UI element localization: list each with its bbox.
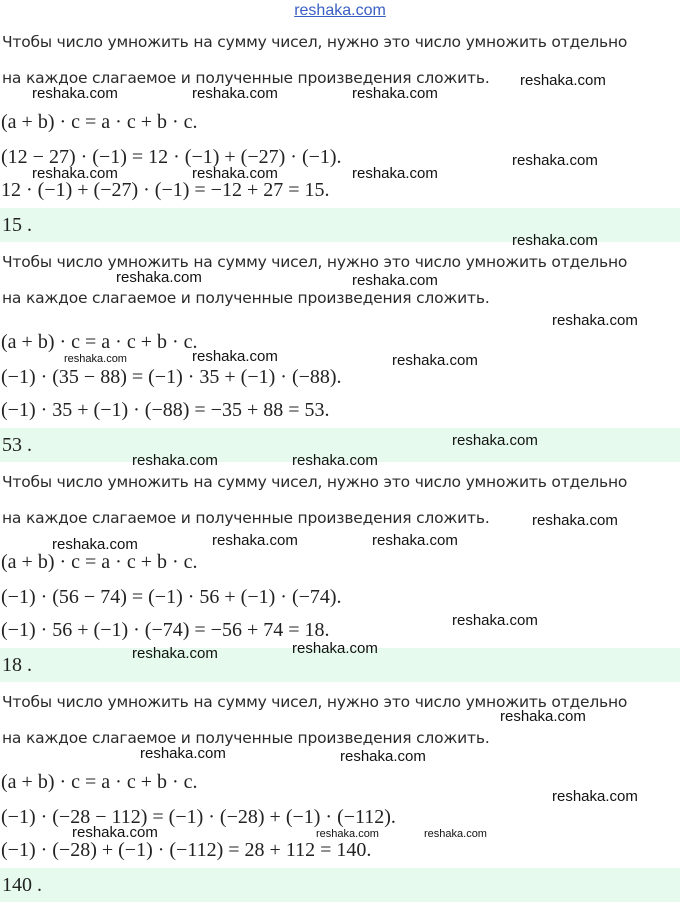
watermark: reshaka.com: [64, 353, 127, 365]
solution-step-2: (−1) · (−28) + (−1) · (−112) = 28 + 112 = 140.: [1, 839, 372, 861]
watermark: reshaka.com: [512, 152, 598, 169]
watermark: reshaka.com: [192, 85, 278, 102]
watermark: reshaka.com: [132, 645, 218, 662]
watermark: reshaka.com: [512, 232, 598, 249]
solution-step-1: (12 − 27) · (−1) = 12 · (−1) + (−27) · (−1).: [1, 146, 342, 168]
answer-bar: [0, 868, 680, 902]
answer-value: 15 .: [2, 214, 32, 236]
solution-step-1: (−1) · (56 − 74) = (−1) · 56 + (−1) · (−74).: [1, 586, 342, 608]
watermark: reshaka.com: [32, 85, 118, 102]
solution-block-1: [0, 30, 680, 250]
watermark: reshaka.com: [500, 708, 586, 725]
rule-line-1: Чтобы число умножить на сумму чисел, нужно это число умножить отдельно: [2, 253, 628, 271]
watermark: reshaka.com: [452, 432, 538, 449]
watermark: reshaka.com: [532, 512, 618, 529]
watermark: reshaka.com: [192, 348, 278, 365]
watermark: reshaka.com: [212, 532, 298, 549]
watermark: reshaka.com: [520, 72, 606, 89]
watermark: reshaka.com: [452, 612, 538, 629]
rule-line-1: Чтобы число умножить на сумму чисел, нужно это число умножить отдельно: [2, 473, 628, 491]
watermark: reshaka.com: [372, 532, 458, 549]
watermark: reshaka.com: [352, 85, 438, 102]
watermark: reshaka.com: [192, 165, 278, 182]
watermark: reshaka.com: [292, 452, 378, 469]
rule-line-2: на каждое слагаемое и полученные произведения сложить.: [2, 289, 490, 307]
watermark: reshaka.com: [352, 165, 438, 182]
solution-step-1: (−1) · (−28 − 112) = (−1) · (−28) + (−1) · (−112).: [1, 806, 396, 828]
rule-line-1: Чтобы число умножить на сумму чисел, нужно это число умножить отдельно: [2, 33, 628, 51]
distributive-formula: (a + b) · c = a · c + b · c.: [1, 771, 198, 793]
distributive-formula: (a + b) · c = a · c + b · c.: [1, 551, 198, 573]
solution-step-2: 12 · (−1) + (−27) · (−1) = −12 + 27 = 15.: [1, 179, 330, 201]
watermark: reshaka.com: [72, 824, 158, 841]
site-link[interactable]: reshaka.com: [294, 2, 386, 19]
solution-step-2: (−1) · 35 + (−1) · (−88) = −35 + 88 = 53.: [1, 399, 330, 421]
rule-line-1: Чтобы число умножить на сумму чисел, нужно это число умножить отдельно: [2, 693, 628, 711]
watermark: reshaka.com: [424, 828, 487, 840]
watermark: reshaka.com: [116, 269, 202, 286]
watermark: reshaka.com: [52, 536, 138, 553]
rule-line-2: на каждое слагаемое и полученные произведения сложить.: [2, 509, 490, 527]
answer-value: 53 .: [2, 434, 32, 456]
watermark: reshaka.com: [32, 165, 118, 182]
solution-step-1: (−1) · (35 − 88) = (−1) · 35 + (−1) · (−88).: [1, 366, 342, 388]
watermark: reshaka.com: [132, 452, 218, 469]
site-header: [0, 0, 680, 22]
rule-line-2: на каждое слагаемое и полученные произведения сложить.: [2, 729, 490, 747]
distributive-formula: (a + b) · c = a · c + b · c.: [1, 111, 198, 133]
watermark: reshaka.com: [316, 828, 379, 840]
watermark: reshaka.com: [392, 352, 478, 369]
watermark: reshaka.com: [340, 748, 426, 765]
watermark: reshaka.com: [552, 788, 638, 805]
watermark: reshaka.com: [140, 745, 226, 762]
distributive-formula: (a + b) · c = a · c + b · c.: [1, 331, 198, 353]
watermark: reshaka.com: [552, 312, 638, 329]
solution-step-2: (−1) · 56 + (−1) · (−74) = −56 + 74 = 18.: [1, 619, 330, 641]
answer-value: 18 .: [2, 654, 32, 676]
rule-line-2: на каждое слагаемое и полученные произведения сложить.: [2, 69, 490, 87]
watermark: reshaka.com: [352, 272, 438, 289]
watermark: reshaka.com: [292, 640, 378, 657]
answer-value: 140 .: [2, 874, 42, 896]
